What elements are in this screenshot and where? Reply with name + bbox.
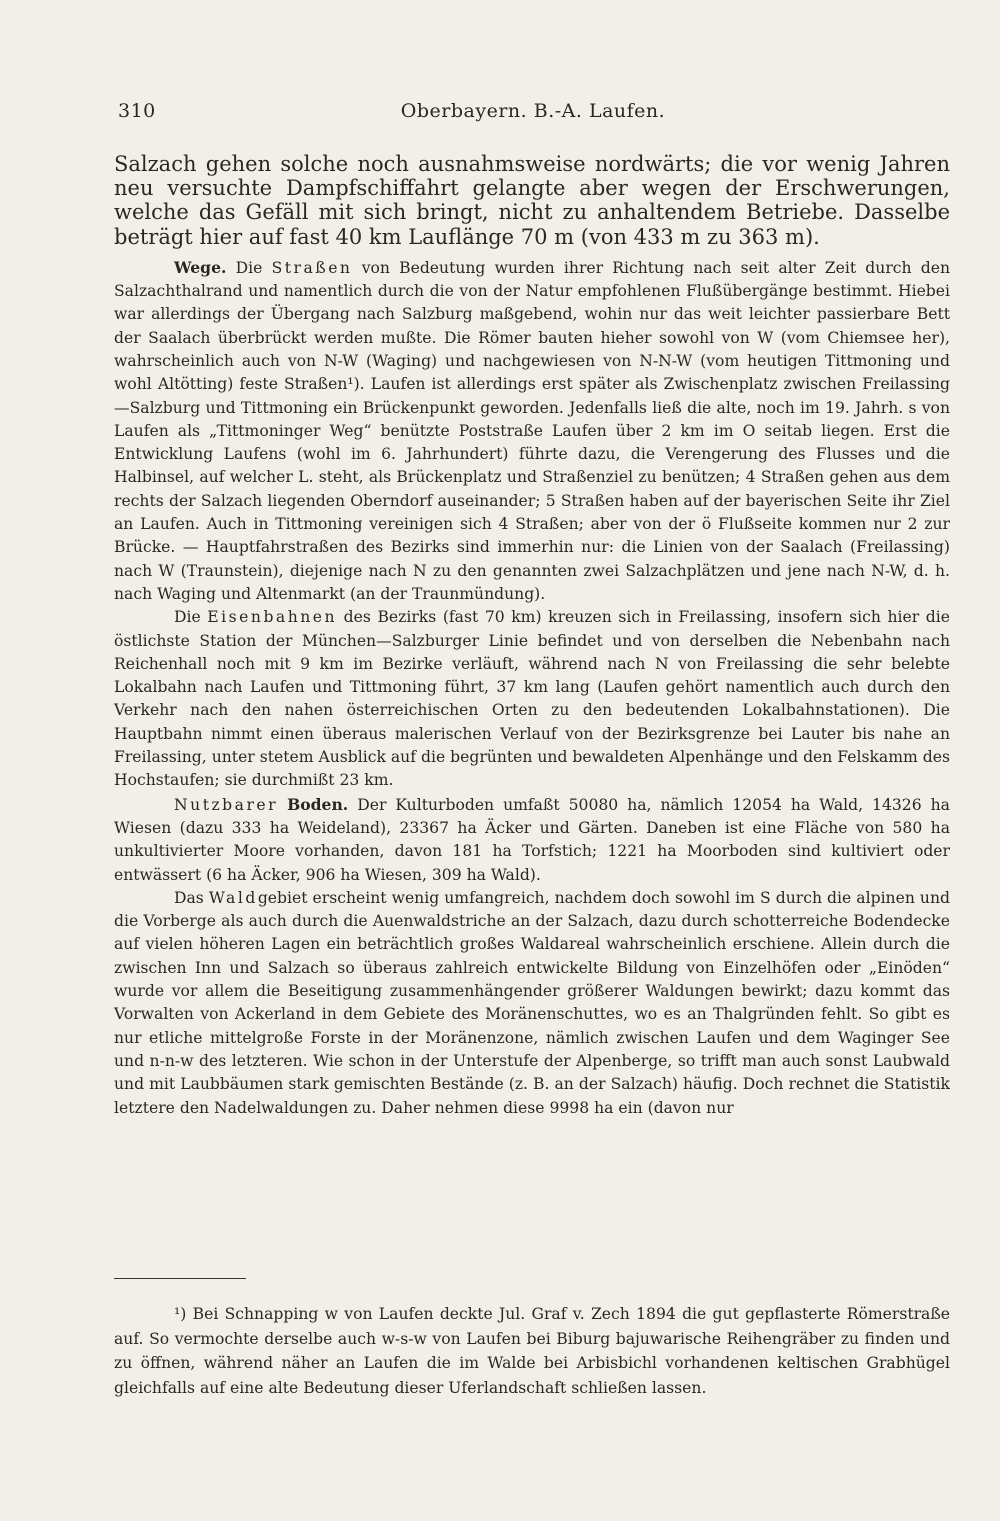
section-heading-wege: Wege. [174,257,227,277]
paragraph-eisenbahnen [114,606,950,792]
wege-intro: Die [235,258,263,277]
eisenbahnen-intro: Die [174,608,201,627]
footnote-marker: ¹) [174,1305,187,1323]
term-eisenbahnen: Eisenbahnen [207,608,338,627]
boden-text: Der Kulturboden umfaßt 50080 ha, nämlich 12054 ha Wald, 14326 ha Wiesen (dazu 333 ha Weideland), 23367 ha Äcker und Gärten. Daneben ist eine Fläche von 580 ha unkultivierter Moore vorhanden, davon 181 ha Torfstich; 1221 ha Moorboden sind kultiviert oder entwässert (6 ha Äcker, 906 ha Wiesen, 309 ha Wald). [114,795,950,884]
term-strassen: Straßen [271,258,353,277]
section-heading-boden: Boden. [287,794,349,814]
eisenbahnen-text: des Bezirks (fast 70 km) kreuzen sich in Freilassing, insofern sich hier die östlichste Station der München—Salzburger Linie befindet und von derselben die Nebenbahn nach Reichenhall noch mit 9 km im Bezirke verläuft, während nach N von Freilassing die sehr belebte Lokalbahn nach Laufen und Tittmoning führt, 37 km lang (Laufen gehört namentlich auch durch den Verkehr nach den nahen österreichischen Orten zu den bedeutenden Lokalbahnstationen). Die Hauptbahn nimmt einen überaus malerischen Verlauf von der Bezirksgrenze bei Lauter bis nahe an Freilassing, unter stetem Ausblick auf die begrünten und bewaldeten Alpenhänge und den Felskamm des Hochstaufen; sie durchmißt 23 km. [114,608,950,790]
footnote-text: Bei Schnapping w von Laufen deckte Jul. Graf v. Zech 1894 die gut gepflasterte Römerstraße auf. So vermochte derselbe auch w-s-w von Laufen bei Biburg bajuwarische Reihengräber zu finden und zu öffnen, während näher an Laufen die im Walde bei Arbisbichl vorhandenen keltischen Grabhügel gleichfalls auf eine alte Bedeutung dieser Uferlandschaft schließen lassen. [114,1305,950,1397]
term-nutzbarer: Nutzbarer [174,795,279,814]
footnote [114,1302,950,1400]
wald-text: gebiet erscheint wenig umfangreich, nachdem doch sowohl im S durch die alpinen und die Vorberge als auch durch die Auenwaldstriche an der Salzach, dazu durch schotterreiche Bodendecke auf vielen höheren Lagen ein beträchtlich großes Waldareal wahrscheinlich erschiene. Allein durch die zwischen Inn und Salzach so überaus zahlreich entwickelte Bildung von Einzelhöfen oder „Einöden“ wurde vor allem die Beseitigung zusammenhängender größerer Waldungen bewirkt; dazu kommt das Vorwalten von Ackerland in dem Gebiete des Moränenschuttes, wo es an Thalgründen fehlt. So gibt es nur etliche mittelgroße Forste in der Moränenzone, nämlich zwischen Laufen und dem Waginger See und n-n-w des letzteren. Wie schon in der Unterstufe der Alpenberge, so trifft man auch sonst Laubwald und mit Laubbäumen stark gemischten Bestände (z. B. an der Salzach) häufig. Doch rechnet die Statistik letztere den Nadelwaldungen zu. Daher nehmen diese 9998 ha ein (davon nur [114,888,950,1117]
paragraph-boden [114,793,950,887]
wald-intro: Das [174,888,204,907]
footnote-rule [114,1278,246,1279]
paragraph-wald [114,887,950,1120]
lead-paragraph: Salzach gehen solche noch ausnahmsweise nordwärts; die vor wenig Jahren neu versuchte Dampfschiffahrt gelangte aber wegen der Erschwerungen, welche das Gefäll mit sich bringt, nicht zu anhaltendem Betriebe. Dasselbe beträgt hier auf fast 40 km Lauflänge 70 m (von 433 m zu 363 m). [114,152,950,249]
running-title: Oberbayern. B.-A. Laufen. [400,100,666,122]
wege-text: von Bedeutung wurden ihrer Richtung nach seit alter Zeit durch den Salzachthalrand und namentlich durch die von der Natur empfohlenen Flußübergänge bestimmt. Hiebei war allerdings der Übergang nach Salzburg maßgebend, wohin nur das weit leichter passierbare Bett der Saalach überbrückt werden mußte. Die Römer bauten hieher sowohl von W (vom Chiemsee her), wahrscheinlich auch von N-W (Waging) und nachgewiesen von N-N-W (vom heutigen Tittmoning und wohl Altötting) feste Straßen¹). Laufen ist allerdings erst später als Zwischenplatz zwischen Freilassing—Salzburg und Tittmoning ein Brückenpunkt geworden. Jedenfalls ließ die alte, noch im 19. Jahrh. s von Laufen als „Tittmoninger Weg“ benützte Poststraße Laufen über 2 km im O seitab liegen. Erst die Entwicklung Laufens (wohl im 6. Jahrhundert) führte dazu, die Verengerung des Flusses und die Halbinsel, auf welcher L. steht, als Brückenplatz und Straßenziel zu benützen; 4 Straßen gehen aus dem rechts der Salzach liegenden Oberndorf auseinander; 5 Straßen haben auf der bayerischen Seite ihr Ziel an Laufen. Auch in Tittmoning vereinigen sich 4 Straßen; aber von der ö Flußseite kommen nur 2 zur Brücke. — Hauptfahrstraßen des Bezirks sind immerhin nur: die Linien von der Saalach (Freilassing) nach W (Traunstein), diejenige nach N zu den genannten zwei Salzachplätzen und jene nach N-W, d. h. nach Waging und Altenmarkt (an der Traunmündung). [114,258,951,603]
term-wald: Wald [208,888,258,907]
page-number: 310 [118,100,156,122]
main-text [114,152,950,1120]
paragraph-wege [114,256,950,606]
page-header [118,100,948,130]
